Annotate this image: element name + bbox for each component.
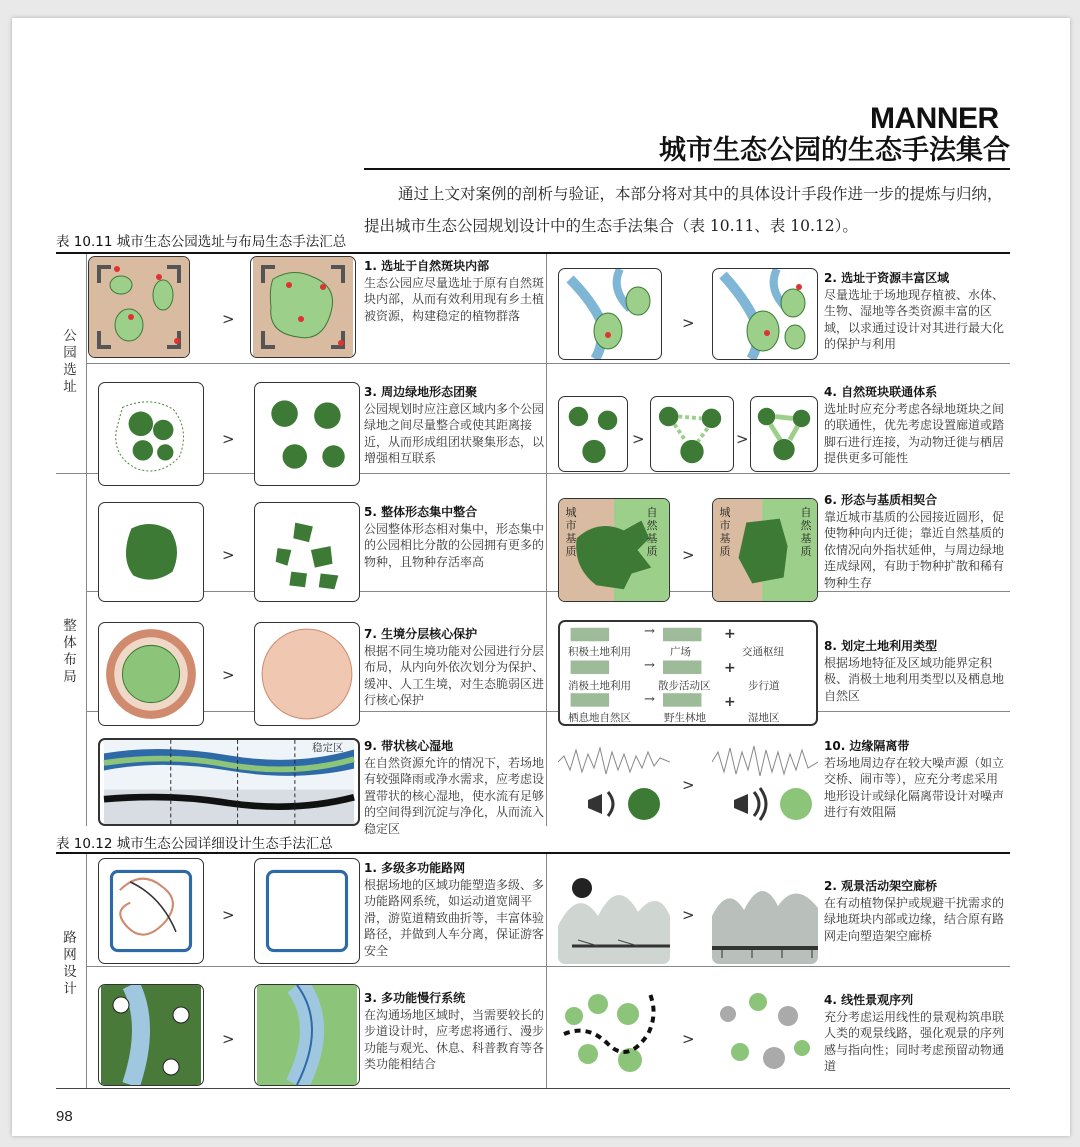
land-label: 广场 [670,646,691,658]
method-text-5: 5. 整体形态集中整合 公园整体形态相对集中，形态集中的公园相比分散的公园拥有更多的物种，且物种存活率高 [364,505,545,569]
page-number: 98 [56,1108,73,1125]
land-label: 散步活动区 [658,680,711,692]
method-text-6: 6. 形态与基质相契合 靠近城市基质的公园接近圆形，促使物种向内迁徙；靠近自然基质的依情况向外指状延伸，与周边绿地连成绿网，有助于物种扩散和稀有物种生存 [824,493,1005,590]
urban-label: 城市基质 [565,506,577,558]
natural-label: 自然基质 [646,506,658,558]
diagram-3a [98,382,204,486]
arrow-glyph: → [644,658,655,673]
plus-glyph: + [724,694,736,710]
diagram-4b [650,396,734,472]
section-label: MANNER [870,102,999,135]
method-text-7: 7. 生境分层核心保护 根据不同生境功能对公园进行分层布局，从内向外依次划分为保护、缓冲、人工生境，对生态脆弱区进行核心保护 [364,627,545,707]
table-top-rule [56,252,1010,254]
intro-paragraph: 通过上文对案例的剖析与验证，本部分将对其中的具体设计手段作进一步的提炼与归纳，提出城市生态公园规划设计中的生态手法集合（表 10.11、表 10.12）。 [364,185,1003,235]
row-divider [86,711,1010,712]
diagram-road-1a [98,858,204,964]
arrow-glyph: > [682,906,695,924]
diagram-10b [712,742,818,826]
arrow-glyph: > [222,430,235,448]
method-text-10: 10. 边缘隔离带 若场地周边存在较大噪声源（如立交桥、闹市等），应充分考虑采用地形设计或绿化隔离带设计对噪声进行有效阻隔 [824,739,1005,819]
table-caption-1: 表 10.11 城市生态公园选址与布局生态手法汇总 [56,234,347,250]
column-divider [546,854,547,1088]
arrow-glyph: > [736,430,749,448]
plus-glyph: + [724,660,736,676]
diagram-10a [558,742,670,826]
diagram-5b [254,502,360,602]
arrow-glyph: → [644,692,655,707]
diagram-1a [88,256,190,358]
diagram-road-1b [254,858,360,964]
method-text-2: 2. 选址于资源丰富区域 尽量选址于场地现存植被、水体、生物、湿地等各类资源丰富的区域，以求通过设计对其进行最大化的保护与利用 [824,271,1005,351]
arrow-glyph: → [644,624,655,639]
category-label-layout: 整体布局 [63,618,77,685]
diagram-4a [558,396,628,472]
method-text-4: 4. 自然斑块联通体系 选址时应充分考虑各绿地斑块之间的联通性，优先考虑设置廊道或踏脚石进行连接，为动物迁徙与栖居提供更多可能性 [824,385,1005,465]
diagram-road-2b [712,866,818,964]
category-label-site: 公园选址 [63,328,77,395]
category-label-road: 路网设计 [63,930,77,997]
arrow-glyph: > [682,314,695,332]
land-label: 积极土地利用 [568,646,631,658]
method-text-9: 9. 带状核心湿地 在自然资源允许的情况下，若场地有较强降雨或净水需求，应考虑设置带状的核心湿地，使水流有足够的空间得到沉淀与净化，从而流入稳定区 [364,739,545,836]
arrow-glyph: > [222,310,235,328]
diagram-road-4a [558,984,670,1086]
category-divider [86,854,87,1088]
diagram-road-4b [712,984,818,1086]
diagram-7b [254,622,360,726]
road-text-3: 3. 多功能慢行系统 在沟通场地区域时，当需要较长的步道设计时，应考虑将通行、漫步功能与观光、休息、科普教育等各类功能相结合 [364,991,545,1071]
natural-label: 自然基质 [800,506,812,558]
diagram-5a [98,502,204,602]
diagram-1b [250,256,356,358]
row-divider [86,591,1010,592]
land-label: 野生林地 [664,712,706,724]
land-label: 栖息地自然区 [568,712,631,724]
method-text-1: 1. 选址于自然斑块内部 生态公园应尽量选址于原有自然斑块内部，从而有效利用现有乡土植被资源，构建稳定的植物群落 [364,259,545,323]
land-label: 湿地区 [748,712,780,724]
plus-glyph: + [724,626,736,642]
diagram-2a [558,268,662,360]
arrow-glyph: > [222,906,235,924]
row-divider [86,363,1010,364]
road-text-2: 2. 观景活动架空廊桥 在有动植物保护或规避干扰需求的绿地斑块内部或边缘，结合原有路网走向塑造架空廊桥 [824,879,1005,943]
urban-label: 城市基质 [719,506,731,558]
diagram-3b [254,382,360,486]
method-text-8: 8. 划定土地利用类型 根据场地特征及区域功能界定积极、消极土地利用类型以及栖息地自然区 [824,639,1005,703]
stable-zone-label: 稳定区 [312,742,344,754]
page-title: 城市生态公园的生态手法集合 [659,135,1010,166]
road-text-1: 1. 多级多功能路网 根据场地的区域功能塑造多级、多功能路网系统，如运动道宽阔平滑，游览道精致曲折等，丰富体验路径，并做到人车分离，保证游客安全 [364,861,545,958]
arrow-glyph: > [222,1030,235,1048]
title-rule [364,168,1010,170]
arrow-glyph: > [632,430,645,448]
arrow-glyph: > [222,546,235,564]
arrow-glyph: > [682,546,695,564]
land-label: 步行道 [748,680,780,692]
arrow-glyph: > [682,1030,695,1048]
arrow-glyph: > [682,776,695,794]
table-top-rule [56,852,1010,854]
column-divider [546,254,547,826]
road-text-4: 4. 线性景观序列 充分考虑运用线性的景观构筑串联人类的观景线路，强化观景的序列感与指向性；同时考虑预留动物通道 [824,993,1005,1073]
diagram-road-3a [98,984,204,1086]
land-label: 消极土地利用 [568,680,631,692]
diagram-road-2a [558,866,670,964]
category-divider [86,254,87,826]
row-divider [86,966,1010,967]
land-label: 交通枢纽 [742,646,784,658]
table-bottom-rule [56,1088,1010,1089]
arrow-glyph: > [222,666,235,684]
table-caption-2: 表 10.12 城市生态公园详细设计生态手法汇总 [56,836,333,852]
diagram-road-3b [254,984,360,1086]
diagram-4c [750,396,818,472]
diagram-7a [98,622,204,726]
method-text-3: 3. 周边绿地形态团聚 公园规划时应注意区域内多个公园绿地之间尽量整合或使其距离接近，从而形成组团状聚集形态，以增强相互联系 [364,385,545,465]
book-page [12,18,1070,1136]
diagram-2b [712,268,818,360]
